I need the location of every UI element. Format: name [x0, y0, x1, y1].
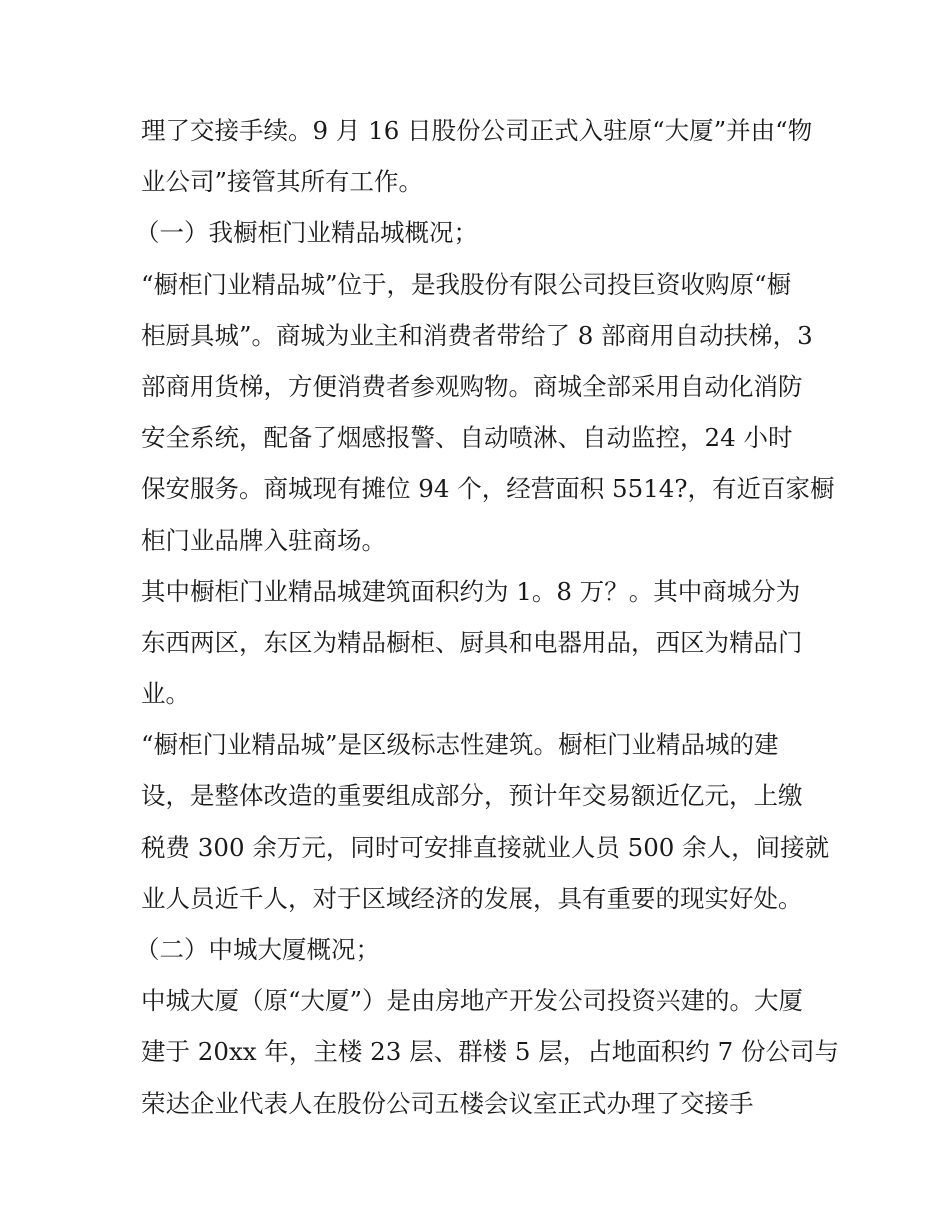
text-line: 税费 300 余万元，同时可安排直接就业人员 500 余人，间接就 [141, 832, 830, 862]
text-line: “橱柜门业精品城”位于，是我股份有限公司投巨资收购原“橱 [141, 269, 792, 299]
text-line: 部商用货梯，方便消费者参观购物。商城全部采用自动化消防 [141, 371, 803, 401]
text-line: 东西两区，东区为精品橱柜、厨具和电器用品，西区为精品门 [141, 627, 803, 657]
text-line: “橱柜门业精品城”是区级标志性建筑。橱柜门业精品城的建 [141, 730, 779, 760]
text-line: 建于 20xx 年，主楼 23 层、群楼 5 层，占地面积约 7 份公司与 [141, 1037, 839, 1067]
text-line: 柜厨具城”。商城为业主和消费者带给了 8 部商用自动扶梯，3 [141, 320, 813, 350]
text-line: 理了交接手续。9 月 16 日股份公司正式入驻原“大厦”并由“物 [141, 116, 813, 145]
section-heading: （一）我橱柜门业精品城概况； [135, 218, 478, 248]
text-line: 业公司”接管其所有工作。 [141, 167, 424, 197]
text-line: 荣达企业代表人在股份公司五楼会议室正式办理了交接手 [141, 1088, 754, 1118]
text-line: 业。 [141, 679, 190, 709]
section-heading: （二）中城大厦概况； [135, 935, 380, 964]
text-line: 设，是整体改造的重要组成部分，预计年交易额近亿元，上缴 [141, 781, 803, 811]
text-line: 安全系统，配备了烟感报警、自动喷淋、自动监控，24 小时 [141, 423, 793, 453]
body-text [135, 105, 839, 1129]
text-line: 保安服务。商城现有摊位 94 个，经营面积 5514?，有近百家橱 [141, 474, 835, 504]
text-line: 其中橱柜门业精品城建筑面积约为 1。8 万？。其中商城分为 [141, 576, 801, 606]
text-line: 中城大厦（原“大厦”）是由房地产开发公司投资兴建的。大厦 [141, 986, 804, 1016]
text-line: 业人员近千人，对于区域经济的发展，具有重要的现实好处。 [141, 883, 803, 913]
text-line: 柜门业品牌入驻商场。 [141, 525, 386, 555]
